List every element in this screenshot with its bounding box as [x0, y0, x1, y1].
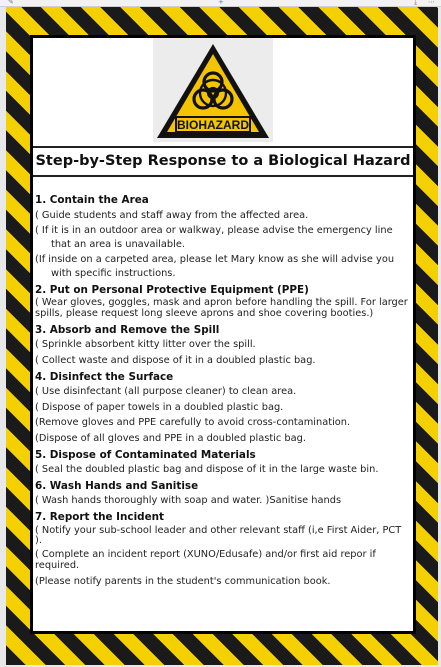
- instruction-line: (Dispose of all gloves and PPE in a doubled plastic bag.: [35, 433, 306, 445]
- sign-panel: [33, 38, 413, 631]
- section-heading: 4. Disinfect the Surface: [35, 370, 174, 383]
- instructions: [35, 193, 411, 591]
- section-heading: 6. Wash Hands and Sanitise: [35, 479, 199, 492]
- instruction-line: ( Wash hands thoroughly with soap and water. )Sanitise hands: [35, 495, 342, 507]
- section-heading: 5. Dispose of Contaminated Materials: [35, 448, 256, 461]
- biohazard-logo: [153, 38, 273, 142]
- page-title: Step-by-Step Response to a Biological Hazard: [35, 153, 411, 169]
- download-icon[interactable]: ⤓: [414, 0, 418, 6]
- zoom-icon[interactable]: +: [218, 0, 224, 6]
- instruction-line: ( If it is in an outdoor area or walkway, please advise the emergency line that an area is unavailable.: [35, 225, 393, 250]
- biohazard-icon: [153, 38, 273, 142]
- instruction-line: ( Seal the doubled plastic bag and dispose of it in the large waste bin.: [35, 464, 379, 476]
- divider: [33, 175, 413, 177]
- instruction-line: (Please notify parents in the student's communication book.: [35, 575, 331, 587]
- instruction-line: ( Complete an incident report (XUNO/Edusafe) and/or first aid repor if required.: [35, 549, 376, 572]
- section-heading: 7. Report the Incident: [35, 511, 164, 524]
- instruction-line: ( Notify your sub-school leader and other relevant staff (i,e First Aider, PCT ).: [35, 524, 402, 547]
- section-heading: 3. Absorb and Remove the Spill: [35, 323, 220, 336]
- instruction-line: ( Collect waste and dispose of it in a doubled plastic bag.: [35, 354, 316, 366]
- viewer-toolbar: [0, 0, 441, 7]
- instruction-line: (If inside on a carpeted area, please let Mary know as she will advise you with specific instructions.: [35, 254, 395, 279]
- instruction-line: ( Use disinfectant (all purpose cleaner) to clean area.: [35, 386, 297, 398]
- section-heading: 2. Put on Personal Protective Equipment (PPE): [35, 283, 309, 296]
- toolbar-icon[interactable]: ✎: [8, 0, 14, 6]
- instruction-line: ( Wear gloves, goggles, mask and apron before handling the spill. For larger spills, please request long sleeve aprons and shoe covering booties.): [35, 297, 408, 319]
- instruction-line: ( Dispose of paper towels in a doubled plastic bag.: [35, 401, 284, 413]
- section-heading: 1. Contain the Area: [35, 194, 149, 206]
- instruction-line: ( Sprinkle absorbent kitty litter over the spill.: [35, 339, 256, 351]
- instruction-line: ( Guide students and staff away from the affected area.: [35, 209, 309, 221]
- more-icon[interactable]: ⋯: [428, 0, 435, 6]
- logo-text: BIOHAZARD: [177, 118, 249, 132]
- instruction-line: (Remove gloves and PPE carefully to avoid cross-contamination.: [35, 417, 351, 429]
